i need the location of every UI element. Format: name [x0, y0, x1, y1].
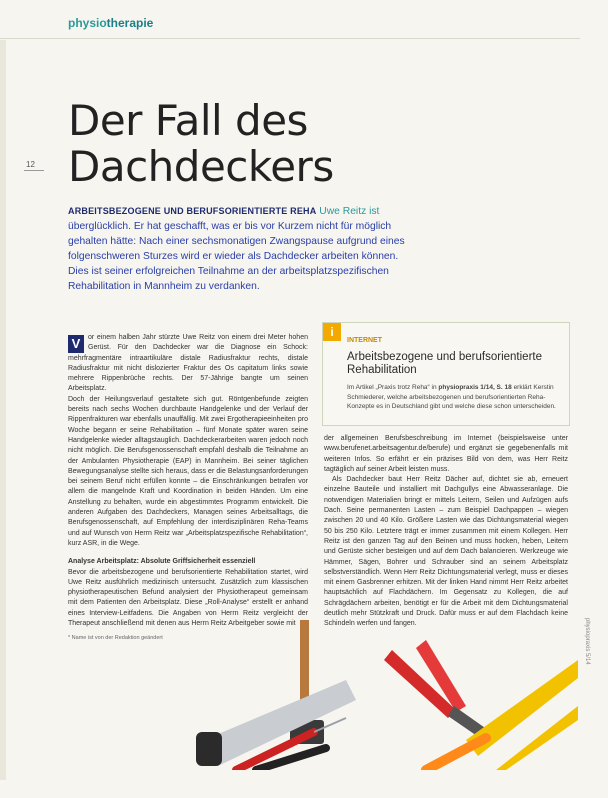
col2-para1: der allgemeinen Berufsbeschreibung im Internet (beispielsweise unter www.berufenet.arbeitsagentur.de/berufe) und ergänzt sie gegebenenfalls mit weiteren Infos. So erfährt er ein präzises Bild von dem, was Herr Reitz tagtäglich auf seiner Arbeit leisten muss.: [324, 435, 568, 473]
title-line-2: Dachdeckers: [68, 142, 334, 191]
body-column-2: [324, 434, 568, 630]
info-tag: INTERNET: [347, 337, 382, 344]
tools-illustration: [196, 620, 578, 770]
dropcap: V: [68, 335, 84, 353]
info-icon: i: [323, 323, 341, 341]
col1-subhead: Analyse Arbeitsplatz: Absolute Griffsicherheit essenziell: [68, 558, 256, 566]
col1-para1: or einem halben Jahr stürzte Uwe Reitz von einem drei Meter hohen Gerüst. Für den Dachdecker war die Diagnose ein Schock: mehrfragmentäre intraartikuläre distale Radiusfraktur rechts, distale Radiusfraktur mit nicht dislozierter Fraktur des Os capitatum links sowie mehrere Rippenbrüche rechts. Der 57-Jährige bangte um seinen Arbeitsplatz.: [68, 334, 308, 393]
lead-kicker: ARBEITSBEZOGENE UND BERUFSORIENTIERTE REHA: [68, 206, 317, 216]
col1-para2: Doch der Heilungsverlauf gestaltete sich gut. Röntgenbefunde zeigten bereits nach sechs Wochen durchbaute Handgelenke und der Verlauf der Rippenfrakturen war ebenfalls unauffällig. Mit zwei Ergotherapieeinheiten pro Woche begann er seine Rehabilitation – fünf Monate später waren seine Handgelenke wieder alltagstauglich. Dachdeckerarbeiten waren jedoch noch nicht möglich. Die Berufsgenossenschaft empfahl deshalb die Teilnahme an der Ambulanten Physiotherapie (EAP) in Mannheim. Bei seiner täglichen Bewegungsanalyse stellte sich heraus, dass er die Belastungsanforderungen bei seinem Beruf nicht erfüllen konnte – die Einschränkungen betrafen vor allem die mangelnde Kraft und Koordination in beiden Händen. Um eine Anstellung zu behalten, wurde ein abgestimmtes Programm entwickelt. Die anderen Aufgaben des Dachdeckers, Managen seines Arbeitsalltags, die Berufsgenossenschaft, auf Empfehlung der interdisziplinären Reha-Teams und auf Wunsch von Herrn Reitz war „Arbeitsplatzspezifische Rehabilitation“, kurz ASR, in die Wege.: [68, 395, 308, 547]
info-title: Arbeitsbezogene und berufsorientierte Rehabilitation: [347, 351, 542, 376]
info-text: [347, 383, 562, 412]
footnote: * Name ist von der Redaktion geändert: [68, 635, 163, 642]
saw-handle: [196, 732, 222, 766]
page-spine: [0, 40, 6, 780]
body-column-1: [68, 333, 308, 644]
lead-author: Uwe Reitz ist: [319, 206, 380, 217]
page-number: 12: [26, 160, 35, 169]
article-title: [68, 98, 334, 190]
info-box: [322, 322, 570, 426]
brand-part2: therapie: [106, 16, 154, 30]
brand-header: [68, 16, 153, 30]
article-lead: [68, 204, 416, 294]
info-text-ref: physiopraxis 1/14, S. 18: [438, 384, 512, 391]
page-number-mark: [24, 170, 44, 171]
info-text-after: erklärt Kerstin Schmiederer, welche arbeitsbezogenen und berufsorientierten Reha-Konzepte es in Deutschland gibt und welche diese schon unterscheiden.: [347, 384, 556, 410]
header-rule: [0, 38, 580, 39]
col2-para2: Als Dachdecker baut Herr Reitz Dächer auf, dichtet sie ab, erneuert einzelne Bauteile und installiert mit Dachgullys eine Abwasseranlage. Die notwendigen Materialien bringt er mittels Leitern, Seilen und Aufzügen aufs Dach. Seine permanenten Lasten – zum Beispiel Dachpappen – wiegen zwischen 20 und 40 Kilo. Größere Lasten wie das Dichtungsmaterial wiegen 50 bis 250 Kilo. Letztere trägt er immer zusammen mit einem Kollegen. Herr Reitz ist den ganzen Tag auf den Beinen und muss hocken, heben, Leitern und Gerüste sicher besteigen und auf dem Dach balancieren. Werkzeuge wie Hämmer, Sägen, Bohrer und Schrauber sind an seinem Arbeitsplatz selbstverständlich. Wenn Herr Reitz Dichtungsmaterial verlegt, muss er dieses mit einem Gasbrenner erhitzen. Mit der linken Hand nimmt Herr Reitz arbeitet hauptsächlich auf Flachdächern. Im Gegensatz zu Kollegen, die auf Schrägdächern arbeiten, benötigt er für die Arbeit mit dem Dichtungsmaterial deutlich mehr Stützkraft und Druck. Dafür muss er auf dem Flachdach keine Schindeln werfen und fangen.: [324, 476, 568, 628]
info-text-before: Im Artikel „Praxis trotz Reha“ in: [347, 384, 437, 391]
side-tag: physiopraxis 5/14: [584, 618, 590, 665]
col1-para3: Bevor die arbeitsbezogene und berufsorientierte Rehabilitation startet, wird Uwe Reitz ausführlich medizinisch untersucht. Zusätzlich zum klassischen physiotherapeutischen Befund analysiert der Physiotherapeut gemeinsam mit dem Patienten den Arbeitsplatz. Diese „Roll-Analyse“ erstellt er anhand eines Interview-Leitfadens. Die Angaben von Herrn Reitz vergleicht der Therapeut anschließend mit denen aus Herrn Reitz Arbeitgeber sowie mit: [68, 568, 308, 628]
lead-text: überglücklich. Er hat geschafft, was er bis vor Kurzem nicht für möglich gehalten hätte: Nach einer sechsmonatigen Zwangspause aufgrund eines folgenschweren Sturzes wird er wieder als Dachdecker arbeiten können. Dies ist seiner erfolgreichen Teilnahme an der arbeitsplatzspezifischen Rehabilitation in Mannheim zu verdanken.: [68, 221, 405, 292]
brand-part1: physio: [68, 16, 107, 30]
title-line-1: Der Fall des: [68, 96, 308, 145]
